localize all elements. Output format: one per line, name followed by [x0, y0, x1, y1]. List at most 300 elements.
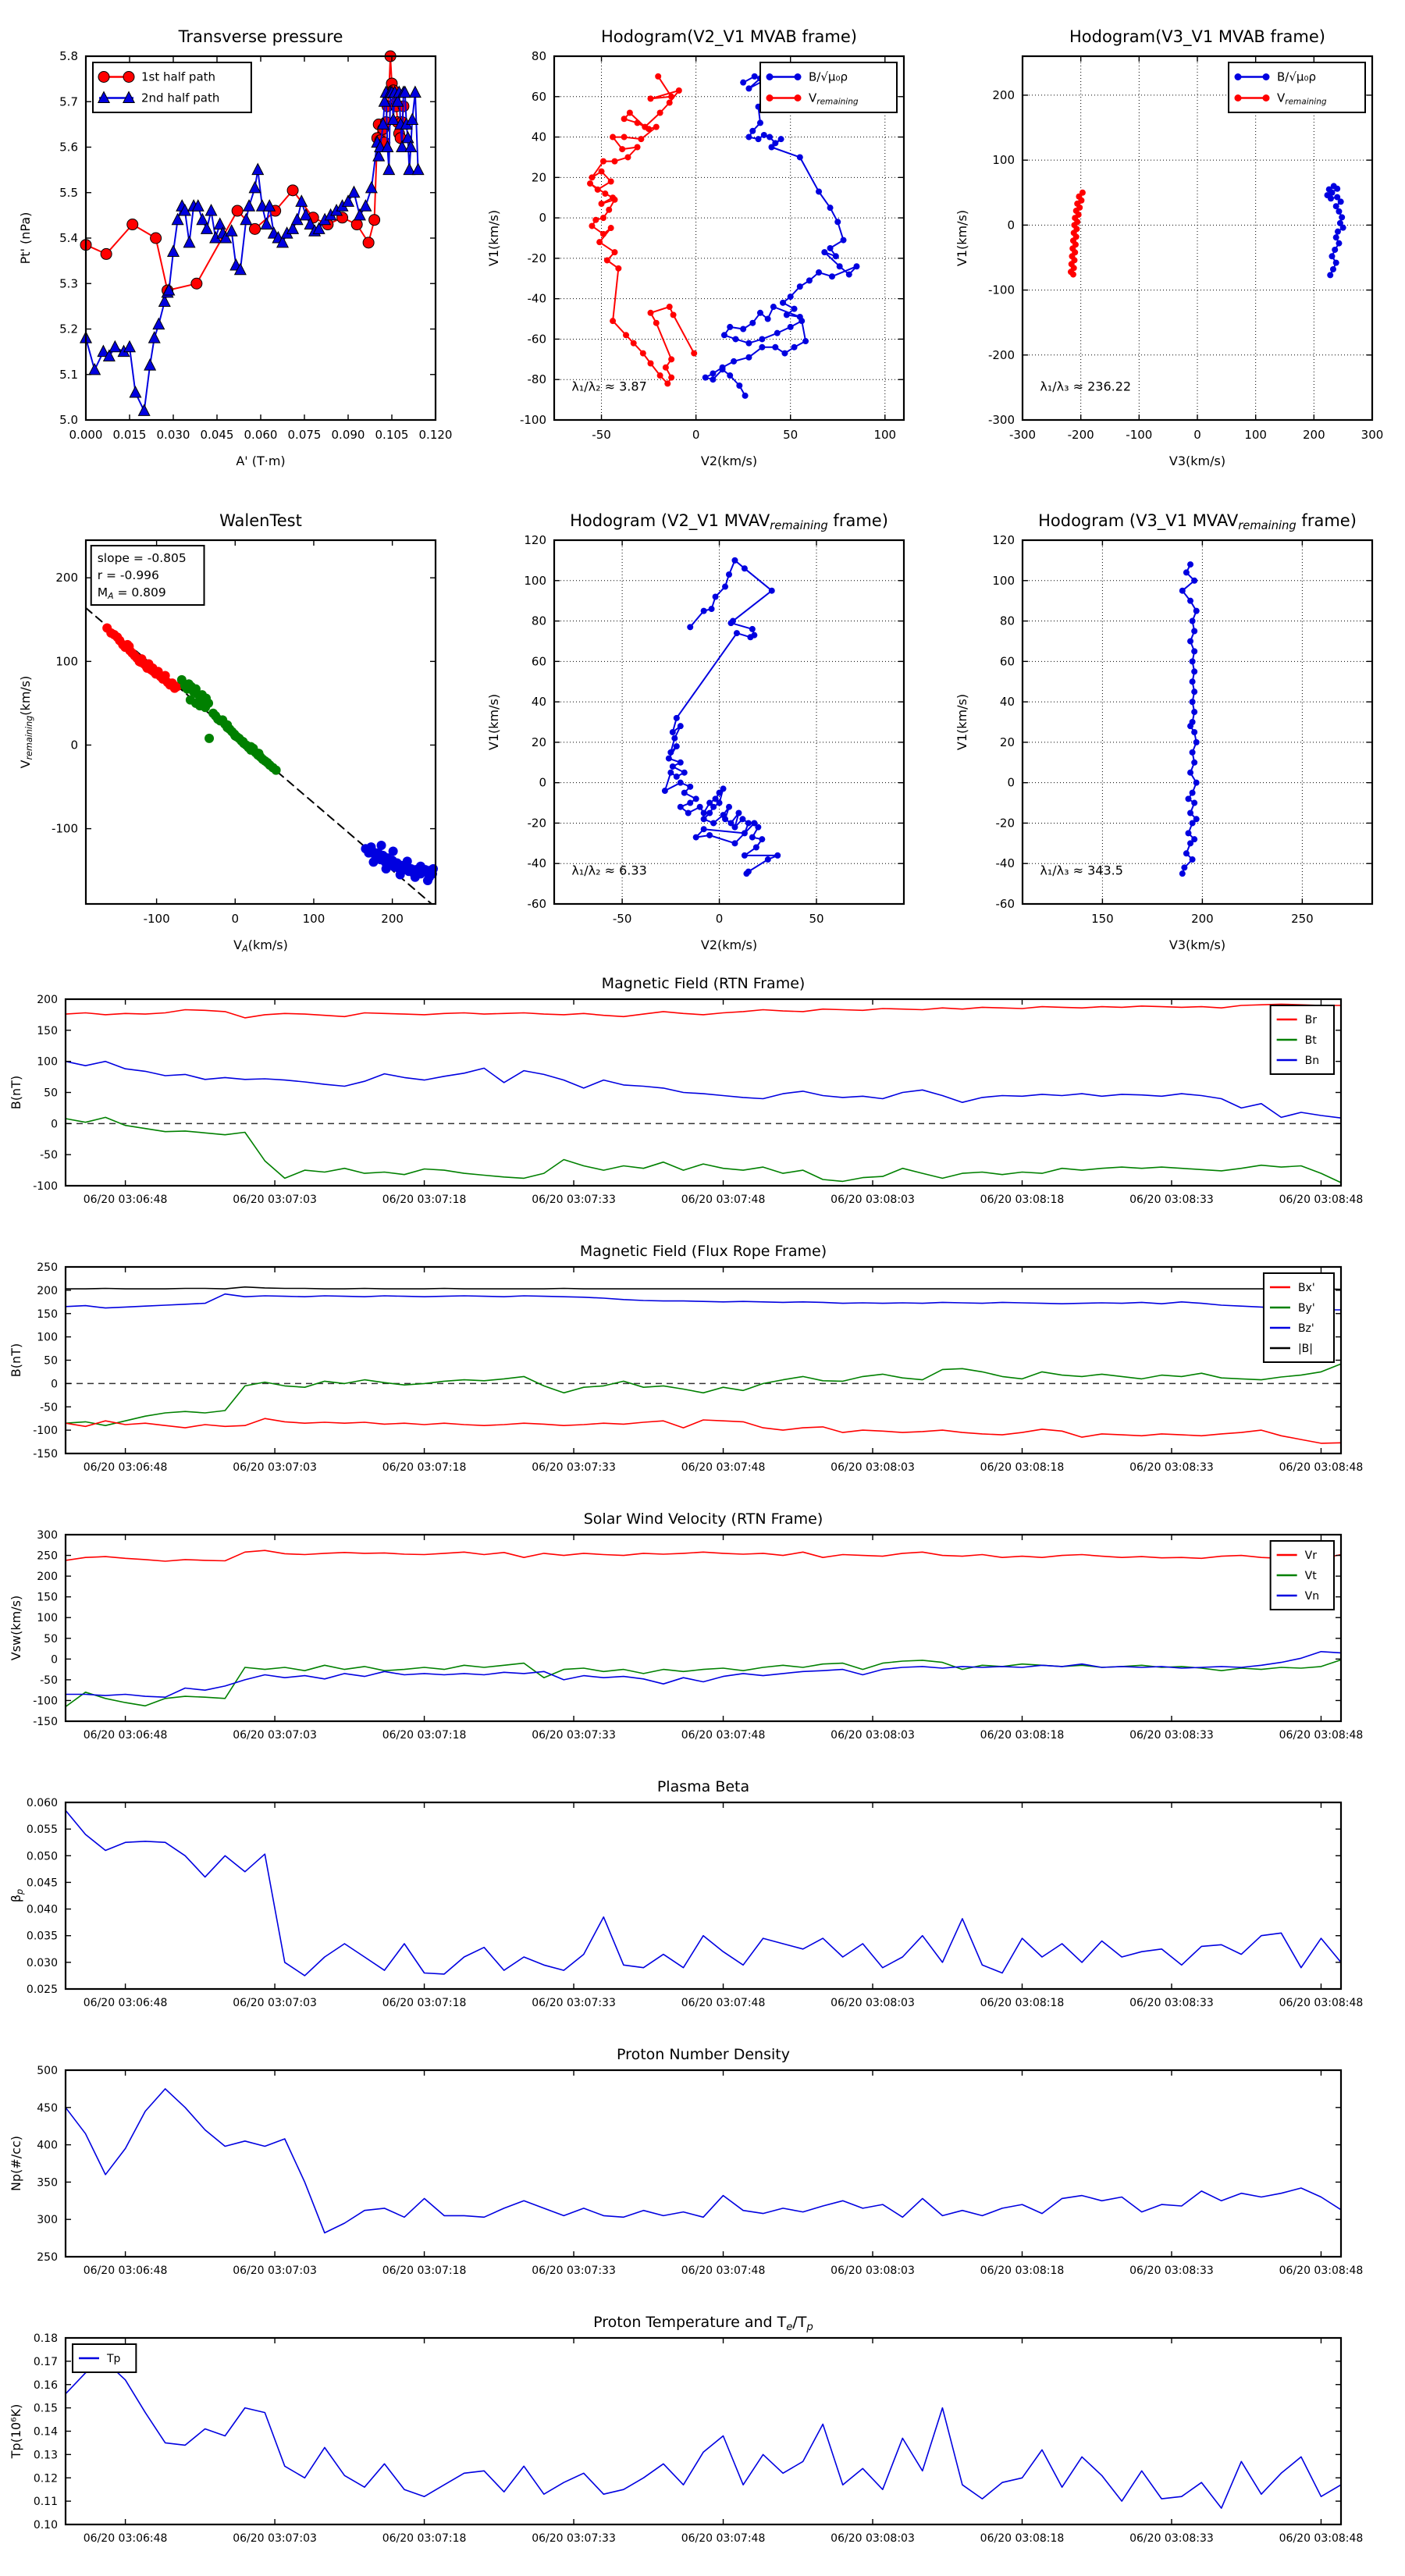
- data-point-marker: [667, 770, 674, 776]
- axes-frame: [66, 1535, 1341, 1721]
- chart-svg-hodogram-v2v1-mvab: [468, 0, 937, 484]
- data-point-marker: [816, 269, 822, 276]
- y-tick-label: 60: [531, 654, 546, 669]
- data-point-marker: [596, 239, 603, 245]
- data-point-marker: [727, 372, 733, 379]
- y-tick-label: 0.030: [26, 1956, 58, 1969]
- data-point-marker: [382, 864, 391, 873]
- chart-hodogram-v2v1-mvab: [468, 0, 937, 484]
- data-point-marker: [396, 870, 405, 880]
- data-point-marker: [1190, 678, 1196, 685]
- data-point-marker: [1191, 688, 1197, 695]
- data-point-marker: [664, 380, 670, 386]
- data-point-marker: [123, 72, 134, 83]
- data-point-marker: [1339, 214, 1345, 220]
- y-tick-label: 0.050: [26, 1850, 58, 1863]
- y-tick-label: 100: [37, 1612, 58, 1625]
- data-point-marker: [149, 332, 160, 343]
- series-line-Tp: [66, 2361, 1341, 2508]
- legend-label: Bx': [1297, 1282, 1315, 1294]
- chart-title: Proton Number Density: [617, 2046, 790, 2063]
- x-tick-label: 06/20 03:08:03: [831, 1194, 915, 1206]
- y-tick-label: 0: [51, 1653, 58, 1667]
- chart-title: Hodogram(V2_V1 MVAB frame): [601, 27, 857, 46]
- series-line-V remaining: [590, 76, 694, 384]
- y-axis-label: $\beta_p$: [9, 1888, 26, 1903]
- y-tick-label: -150: [33, 1448, 58, 1461]
- data-point-marker: [627, 109, 633, 116]
- data-point-marker: [827, 205, 834, 211]
- legend-label: |B|: [1297, 1343, 1314, 1355]
- chart-svg-hodogram-v2v1-mvav: [468, 484, 937, 968]
- data-point-marker: [681, 770, 688, 776]
- data-point-marker: [653, 320, 660, 326]
- y-tick-label: 0.055: [26, 1823, 58, 1837]
- x-tick-label: 06/20 03:07:03: [233, 1729, 317, 1742]
- legend-label: Vt: [1304, 1570, 1317, 1582]
- y-tick-label: -40: [995, 856, 1015, 871]
- y-axis-label: B(nT): [9, 1343, 23, 1378]
- axes-frame: [66, 2070, 1341, 2257]
- y-tick-label: 100: [992, 573, 1015, 588]
- y-tick-label: -200: [987, 347, 1015, 362]
- data-point-marker: [693, 834, 699, 841]
- x-tick-label: 06/20 03:07:18: [382, 1194, 467, 1206]
- data-point-marker: [1190, 749, 1196, 756]
- data-point-marker: [745, 134, 752, 141]
- x-tick-label: -300: [1008, 428, 1037, 442]
- data-point-marker: [1190, 618, 1196, 624]
- data-point-marker: [89, 364, 100, 375]
- data-point-marker: [201, 703, 210, 712]
- data-point-marker: [778, 136, 784, 142]
- x-tick-label: 0: [1193, 428, 1201, 442]
- axes-frame: [1023, 540, 1372, 904]
- x-tick-label: 0.060: [244, 428, 278, 442]
- data-point-marker: [720, 366, 726, 372]
- y-tick-label: 0: [51, 1378, 58, 1391]
- y-tick-label: -100: [33, 1180, 58, 1193]
- data-point-marker: [363, 237, 374, 248]
- data-point-marker: [1187, 561, 1193, 568]
- data-point-marker: [287, 185, 298, 196]
- y-tick-label: 0.15: [33, 2402, 58, 2415]
- series-line-Np: [66, 2089, 1341, 2233]
- data-point-marker: [1191, 648, 1197, 654]
- y-tick-label: 50: [44, 1087, 58, 1100]
- x-tick-label: 06/20 03:08:48: [1279, 1461, 1364, 1474]
- x-tick-label: 06/20 03:08:33: [1129, 1997, 1214, 2009]
- data-point-marker: [745, 820, 752, 826]
- y-tick-label: -20: [527, 816, 546, 831]
- data-point-marker: [731, 358, 737, 365]
- data-point-marker: [670, 311, 677, 318]
- y-tick-label: 100: [37, 1055, 58, 1069]
- data-point-marker: [1183, 850, 1190, 856]
- data-point-marker: [739, 816, 745, 822]
- x-tick-label: 06/20 03:07:48: [681, 1997, 766, 2009]
- data-point-marker: [631, 340, 637, 347]
- data-point-marker: [674, 715, 680, 721]
- data-point-marker: [272, 766, 281, 775]
- x-tick-label: 06/20 03:08:33: [1129, 1194, 1214, 1206]
- y-tick-label: 0: [1007, 218, 1015, 233]
- data-point-marker: [834, 219, 841, 225]
- data-point-marker: [610, 134, 616, 141]
- data-point-marker: [587, 180, 593, 187]
- x-tick-label: 0: [715, 912, 724, 926]
- axes-frame: [66, 1802, 1341, 1989]
- y-tick-label: -60: [527, 332, 546, 347]
- data-point-marker: [731, 557, 738, 564]
- data-point-marker: [244, 200, 254, 211]
- chart-title: Hodogram(V3_V1 MVAB frame): [1069, 27, 1325, 46]
- x-tick-label: 06/20 03:08:18: [980, 1997, 1065, 2009]
- chart-transverse-pressure: [0, 0, 468, 484]
- x-tick-label: 06/20 03:08:48: [1279, 1997, 1364, 2009]
- data-point-marker: [621, 116, 628, 122]
- x-axis-label: V3(km/s): [1168, 938, 1226, 952]
- data-point-marker: [1330, 266, 1336, 272]
- y-tick-label: 40: [999, 695, 1015, 710]
- data-point-marker: [788, 294, 794, 300]
- data-point-marker: [797, 283, 803, 290]
- x-tick-label: 200: [1191, 912, 1214, 926]
- y-tick-label: 5.7: [59, 94, 78, 109]
- y-tick-label: 250: [37, 1261, 58, 1274]
- data-point-marker: [668, 375, 674, 381]
- data-point-marker: [667, 100, 673, 106]
- data-point-marker: [702, 375, 709, 381]
- data-point-marker: [745, 354, 752, 361]
- y-tick-label: 80: [531, 49, 546, 63]
- x-tick-label: 06/20 03:07:33: [532, 1194, 616, 1206]
- x-tick-label: 06/20 03:08:18: [980, 2265, 1065, 2277]
- y-tick-label: -300: [987, 413, 1015, 427]
- x-tick-label: 06/20 03:07:48: [681, 1194, 766, 1206]
- y-tick-label: 350: [37, 2176, 58, 2190]
- legend-label: By': [1297, 1302, 1315, 1315]
- data-point-marker: [829, 273, 835, 279]
- chart-proton-temperature: [0, 2307, 1405, 2574]
- y-tick-label: 500: [37, 2065, 58, 2077]
- data-point-marker: [205, 734, 214, 743]
- data-point-marker: [742, 565, 748, 571]
- x-tick-label: 0.030: [156, 428, 190, 442]
- data-point-marker: [678, 723, 684, 729]
- y-tick-label: -50: [40, 1149, 58, 1162]
- data-point-marker: [611, 197, 617, 203]
- x-tick-label: 06/20 03:08:48: [1279, 1194, 1364, 1206]
- chart-title: Proton Temperature and $T_e/T_p$: [593, 2314, 813, 2333]
- x-tick-label: 06/20 03:08:18: [980, 1194, 1065, 1206]
- data-point-marker: [246, 742, 255, 752]
- x-tick-label: -100: [143, 912, 170, 926]
- scatter-row-1: [0, 0, 1405, 484]
- data-point-marker: [1187, 840, 1193, 846]
- data-point-marker: [681, 790, 688, 796]
- data-point-marker: [701, 608, 707, 614]
- x-tick-label: 06/20 03:07:18: [382, 1729, 467, 1742]
- data-point-marker: [261, 219, 272, 229]
- scatter-row-2: [0, 484, 1405, 968]
- data-point-marker: [1190, 658, 1196, 664]
- data-point-marker: [678, 780, 684, 786]
- x-axis-label: V3(km/s): [1168, 454, 1226, 468]
- data-point-marker: [668, 356, 674, 362]
- x-tick-label: 06/20 03:08:03: [831, 2532, 915, 2545]
- data-point-marker: [168, 245, 179, 256]
- y-tick-label: 200: [55, 571, 78, 585]
- y-tick-label: -40: [527, 291, 546, 306]
- x-tick-label: 06/20 03:07:33: [532, 1461, 616, 1474]
- x-tick-label: 200: [1303, 428, 1325, 442]
- y-tick-label: -100: [51, 821, 78, 836]
- y-tick-label: 5.6: [59, 140, 78, 155]
- legend-label: Bn: [1304, 1055, 1320, 1067]
- data-point-marker: [726, 571, 732, 578]
- chart-title: Plasma Beta: [656, 1778, 750, 1795]
- data-point-marker: [736, 382, 742, 389]
- chart-svg-solar-wind-velocity-rtn: [0, 1503, 1405, 1771]
- axes-frame: [66, 999, 1341, 1186]
- data-point-marker: [1191, 709, 1197, 715]
- data-point-marker: [205, 205, 216, 215]
- series-line-B/sqrt(mu0 rho): [706, 76, 857, 396]
- y-tick-label: 60: [999, 654, 1015, 669]
- y-tick-label: 120: [524, 533, 546, 547]
- chart-magnetic-field-flux-rope: [0, 1236, 1405, 1503]
- data-point-marker: [655, 73, 661, 80]
- y-tick-label: 120: [992, 533, 1015, 547]
- y-tick-label: 5.2: [59, 322, 78, 336]
- data-point-marker: [1191, 800, 1197, 806]
- y-axis-label: V1(km/s): [955, 693, 969, 751]
- series-line-beta_p: [66, 1810, 1341, 1976]
- series-line-Br: [66, 1004, 1341, 1018]
- y-tick-label: 0.12: [33, 2472, 58, 2485]
- data-point-marker: [701, 816, 707, 822]
- data-point-marker: [1333, 260, 1339, 266]
- y-axis-label: V1(km/s): [486, 693, 501, 751]
- x-tick-label: 06/20 03:07:33: [532, 1729, 616, 1742]
- data-point-marker: [619, 146, 625, 152]
- data-point-marker: [697, 804, 703, 810]
- y-axis-label: Np(#/cc): [9, 2136, 23, 2191]
- data-point-marker: [623, 332, 629, 338]
- y-tick-label: 5.4: [59, 231, 78, 245]
- data-point-marker: [749, 834, 756, 841]
- data-point-marker: [1070, 272, 1076, 278]
- y-tick-label: -100: [33, 1425, 58, 1438]
- data-point-marker: [1191, 578, 1197, 584]
- data-point-marker: [722, 584, 728, 590]
- y-tick-label: 50: [44, 1632, 58, 1646]
- data-point-marker: [685, 810, 692, 817]
- data-point-marker: [640, 350, 646, 357]
- data-point-marker: [671, 735, 678, 742]
- x-tick-label: 06/20 03:08:03: [831, 1729, 915, 1742]
- y-tick-label: 5.0: [59, 413, 78, 427]
- chart-title: Magnetic Field (RTN Frame): [601, 975, 806, 992]
- y-tick-label: 0: [70, 738, 78, 753]
- y-tick-label: 0.10: [33, 2519, 58, 2532]
- data-point-marker: [611, 249, 617, 255]
- data-point-marker: [599, 169, 605, 175]
- data-point-marker: [646, 126, 652, 132]
- data-point-marker: [1329, 253, 1335, 259]
- y-tick-label: -60: [995, 897, 1015, 911]
- data-point-marker: [1193, 780, 1200, 786]
- chart-title: Transverse pressure: [178, 27, 343, 46]
- x-tick-label: 06/20 03:06:48: [83, 2265, 168, 2277]
- data-point-marker: [693, 795, 699, 802]
- x-tick-label: 200: [381, 912, 404, 926]
- data-point-marker: [670, 763, 676, 770]
- x-tick-label: 06/20 03:08:33: [1129, 1729, 1214, 1742]
- data-point-marker: [735, 810, 742, 817]
- data-point-marker: [747, 634, 753, 640]
- legend-label: Br: [1304, 1014, 1318, 1026]
- chart-svg-hodogram-v3v1-mvav: [937, 484, 1405, 968]
- data-point-marker: [635, 144, 641, 151]
- data-point-marker: [663, 365, 669, 371]
- data-point-marker: [604, 257, 610, 263]
- legend-label: $V_{remaining}$: [809, 91, 859, 107]
- x-tick-label: 0.120: [418, 428, 453, 442]
- data-point-marker: [687, 800, 693, 806]
- y-axis-label: Tp(10⁶K): [9, 2403, 23, 2459]
- data-point-marker: [360, 200, 371, 211]
- stats-line: r = -0.996: [97, 568, 159, 582]
- x-tick-label: 100: [1244, 428, 1267, 442]
- y-tick-label: 40: [531, 695, 546, 710]
- data-point-marker: [806, 277, 813, 283]
- y-tick-label: 200: [37, 1284, 58, 1297]
- data-point-marker: [667, 304, 673, 310]
- x-tick-label: 06/20 03:08:18: [980, 1461, 1065, 1474]
- x-tick-label: 06/20 03:08:33: [1129, 2532, 1214, 2545]
- x-tick-label: 100: [873, 428, 897, 442]
- series-line-Vr: [66, 1550, 1341, 1561]
- y-tick-label: -100: [987, 283, 1015, 297]
- x-tick-label: 06/20 03:07:18: [382, 2532, 467, 2545]
- data-point-marker: [1190, 856, 1196, 863]
- y-tick-label: 0.17: [33, 2355, 58, 2368]
- y-tick-label: 300: [37, 1529, 58, 1542]
- x-tick-label: 0.090: [331, 428, 365, 442]
- x-tick-label: 50: [809, 912, 824, 926]
- series-line-|B|: [66, 1287, 1341, 1290]
- data-point-marker: [720, 785, 727, 792]
- legend-label: Vr: [1304, 1550, 1317, 1562]
- data-point-marker: [674, 774, 680, 780]
- data-point-marker: [687, 784, 693, 790]
- legend-label: Bt: [1304, 1034, 1317, 1047]
- data-point-marker: [143, 664, 152, 673]
- chart-hodogram-v3v1-mvab: [937, 0, 1405, 484]
- data-point-marker: [749, 320, 756, 326]
- data-point-marker: [595, 187, 601, 193]
- data-point-marker: [717, 800, 723, 806]
- data-point-marker: [795, 73, 802, 80]
- data-point-marker: [668, 94, 674, 100]
- x-tick-label: 06/20 03:06:48: [83, 1997, 168, 2009]
- data-point-marker: [1336, 208, 1342, 215]
- data-point-marker: [670, 729, 676, 735]
- data-point-marker: [624, 154, 631, 160]
- y-tick-label: 5.5: [59, 185, 78, 200]
- y-tick-label: 100: [524, 573, 546, 588]
- data-point-marker: [709, 606, 715, 612]
- data-point-marker: [377, 841, 386, 850]
- y-tick-label: -150: [33, 1716, 58, 1728]
- data-point-marker: [667, 749, 674, 756]
- data-point-marker: [127, 219, 138, 230]
- data-point-marker: [678, 804, 684, 810]
- data-point-marker: [802, 338, 809, 344]
- y-tick-label: -100: [33, 1695, 58, 1708]
- data-point-marker: [368, 857, 378, 866]
- data-point-marker: [351, 219, 362, 230]
- data-point-marker: [749, 626, 756, 632]
- data-point-marker: [768, 144, 774, 151]
- data-point-marker: [638, 136, 644, 142]
- y-tick-label: -20: [527, 251, 546, 265]
- series-line-Vn: [66, 1652, 1341, 1697]
- data-point-marker: [369, 215, 380, 226]
- x-tick-label: 06/20 03:07:03: [233, 2532, 317, 2545]
- data-point-marker: [1191, 760, 1197, 766]
- y-tick-label: 0.18: [33, 2332, 58, 2345]
- chart-svg-proton-temperature: [0, 2307, 1405, 2574]
- data-point-marker: [745, 85, 752, 91]
- data-point-marker: [657, 109, 663, 116]
- data-point-marker: [222, 720, 232, 730]
- data-point-marker: [348, 187, 359, 197]
- x-tick-label: 06/20 03:08:18: [980, 1729, 1065, 1742]
- data-point-marker: [101, 248, 112, 259]
- chart-walen-test: [0, 484, 468, 968]
- data-point-marker: [151, 233, 162, 244]
- y-tick-label: 60: [531, 89, 546, 104]
- data-point-marker: [727, 324, 733, 330]
- data-point-marker: [759, 336, 765, 342]
- data-point-marker: [653, 124, 660, 130]
- data-point-marker: [769, 588, 775, 594]
- x-tick-label: 06/20 03:08:33: [1129, 1461, 1214, 1474]
- data-point-marker: [837, 263, 843, 269]
- legend-label: 1st half path: [141, 69, 216, 84]
- y-axis-label: Pt' (nPa): [18, 212, 33, 265]
- y-tick-label: 0: [1007, 775, 1015, 790]
- x-tick-label: 100: [302, 912, 325, 926]
- data-point-marker: [710, 370, 716, 376]
- data-point-marker: [602, 190, 608, 197]
- data-point-marker: [635, 119, 641, 126]
- y-tick-label: 100: [55, 654, 78, 669]
- data-point-marker: [732, 336, 738, 342]
- x-axis-label: V2(km/s): [700, 938, 758, 952]
- legend-label: B/√μ₀ρ: [1277, 69, 1316, 84]
- series-line-Bt: [66, 1117, 1341, 1183]
- data-point-marker: [1183, 569, 1190, 575]
- x-axis-label: V2(km/s): [700, 454, 758, 468]
- data-point-marker: [678, 760, 684, 766]
- data-point-marker: [1187, 810, 1193, 817]
- data-point-marker: [648, 95, 654, 101]
- data-point-marker: [657, 372, 663, 379]
